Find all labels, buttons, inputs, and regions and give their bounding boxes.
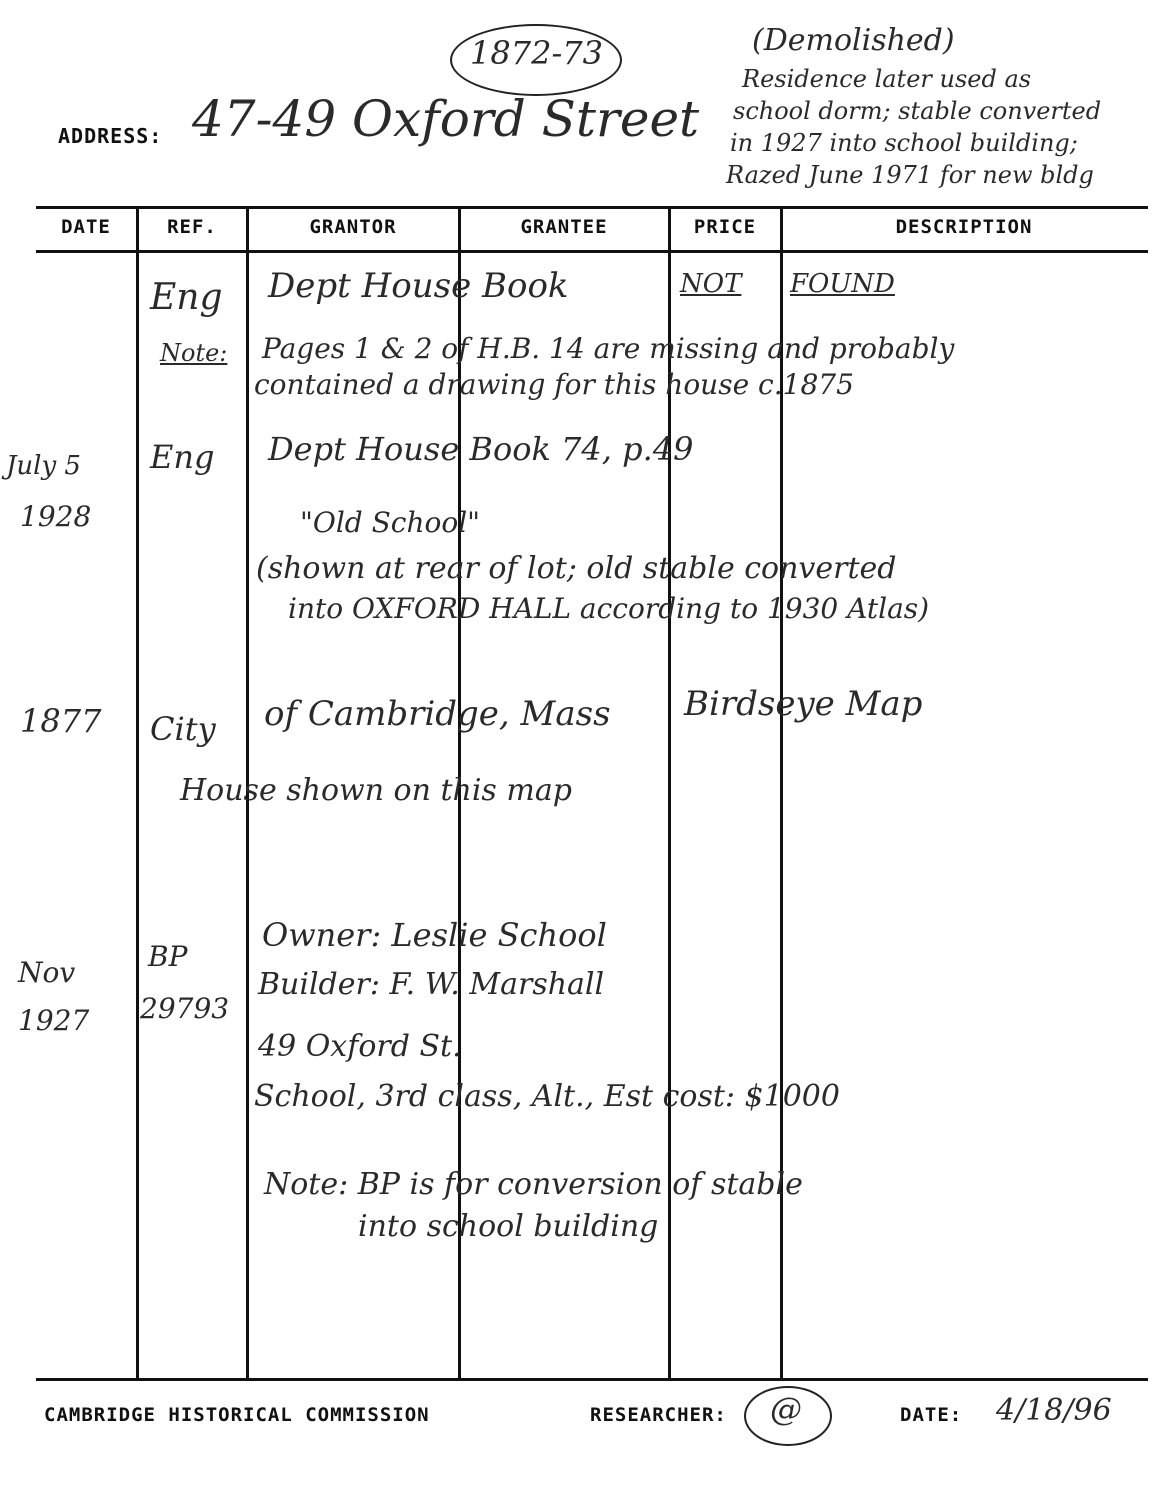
entry4-line3: 49 Oxford St.	[258, 1029, 462, 1064]
column-header-ref: REF.	[167, 216, 217, 238]
footer-researcher-label: RESEARCHER:	[590, 1404, 727, 1426]
entry4-date: Nov	[18, 956, 76, 989]
entry4-line1: Owner: Leslie School	[262, 916, 607, 954]
entry1-note-line2: contained a drawing for this house c.1875	[254, 368, 854, 401]
table-top-rule	[36, 206, 1148, 209]
entry3-line1: of Cambridge, Mass	[264, 694, 611, 734]
demolished-note-line5: Razed June 1971 for new bldg	[726, 161, 1094, 189]
footer-date-label: DATE:	[900, 1404, 963, 1426]
column-header-grantee: GRANTEE	[520, 216, 608, 238]
entry2-line1: Dept House Book 74, p.49	[268, 430, 694, 468]
demolished-note-line4: in 1927 into school building;	[730, 129, 1078, 157]
address-value: 47-49 Oxford Street	[192, 90, 700, 148]
address-label: ADDRESS:	[58, 124, 163, 148]
entry2-line3: (shown at rear of lot; old stable converted	[256, 551, 897, 586]
footer-researcher-value: @	[770, 1390, 802, 1428]
entry4-line6: into school building	[358, 1209, 659, 1244]
column-header-date: DATE	[61, 216, 111, 238]
entry3-date: 1877	[20, 702, 102, 740]
entry4-date-year: 1927	[18, 1004, 90, 1037]
entry3-ref: City	[150, 710, 216, 748]
footer-date-value: 4/18/96	[996, 1393, 1112, 1428]
column-header-grantor: GRANTOR	[309, 216, 397, 238]
year-circled: 1872-73	[470, 34, 603, 72]
demolished-note: (Demolished)	[752, 23, 955, 58]
entry2-line2: "Old School"	[300, 506, 481, 539]
entry4-ref-number: 29793	[140, 992, 230, 1025]
entry1-description: FOUND	[790, 269, 895, 299]
entry4-ref: BP	[148, 940, 188, 973]
table-bottom-rule	[36, 1378, 1148, 1381]
column-header-description: DESCRIPTION	[895, 216, 1033, 238]
entry2-date: July 5	[6, 451, 81, 481]
demolished-note-line2: Residence later used as	[742, 65, 1032, 93]
entry2-ref: Eng	[150, 438, 215, 476]
entry4-line5: Note: BP is for conversion of stable	[264, 1167, 803, 1202]
entry1-grantor: Dept House Book	[268, 266, 569, 306]
column-divider-date	[136, 206, 139, 1380]
entry3-line2: House shown on this map	[180, 773, 572, 808]
entry1-note-line1: Pages 1 & 2 of H.B. 14 are missing and probably	[262, 332, 955, 365]
entry1-note-label: Note:	[160, 339, 228, 367]
demolished-note-line3: school dorm; stable converted	[733, 97, 1102, 125]
footer-commission: CAMBRIDGE HISTORICAL COMMISSION	[44, 1404, 430, 1426]
entry4-line2: Builder: F. W. Marshall	[258, 967, 605, 1002]
entry2-line4: into OXFORD HALL according to 1930 Atlas)	[288, 592, 930, 625]
entry4-line4: School, 3rd class, Alt., Est cost: $1000	[254, 1079, 840, 1114]
column-header-price: PRICE	[693, 216, 757, 238]
entry3-description: Birdseye Map	[684, 684, 923, 724]
entry1-price: NOT	[680, 269, 742, 299]
entry1-ref: Eng	[150, 277, 223, 318]
header-bottom-rule	[36, 250, 1148, 253]
entry2-date-year: 1928	[20, 500, 92, 533]
